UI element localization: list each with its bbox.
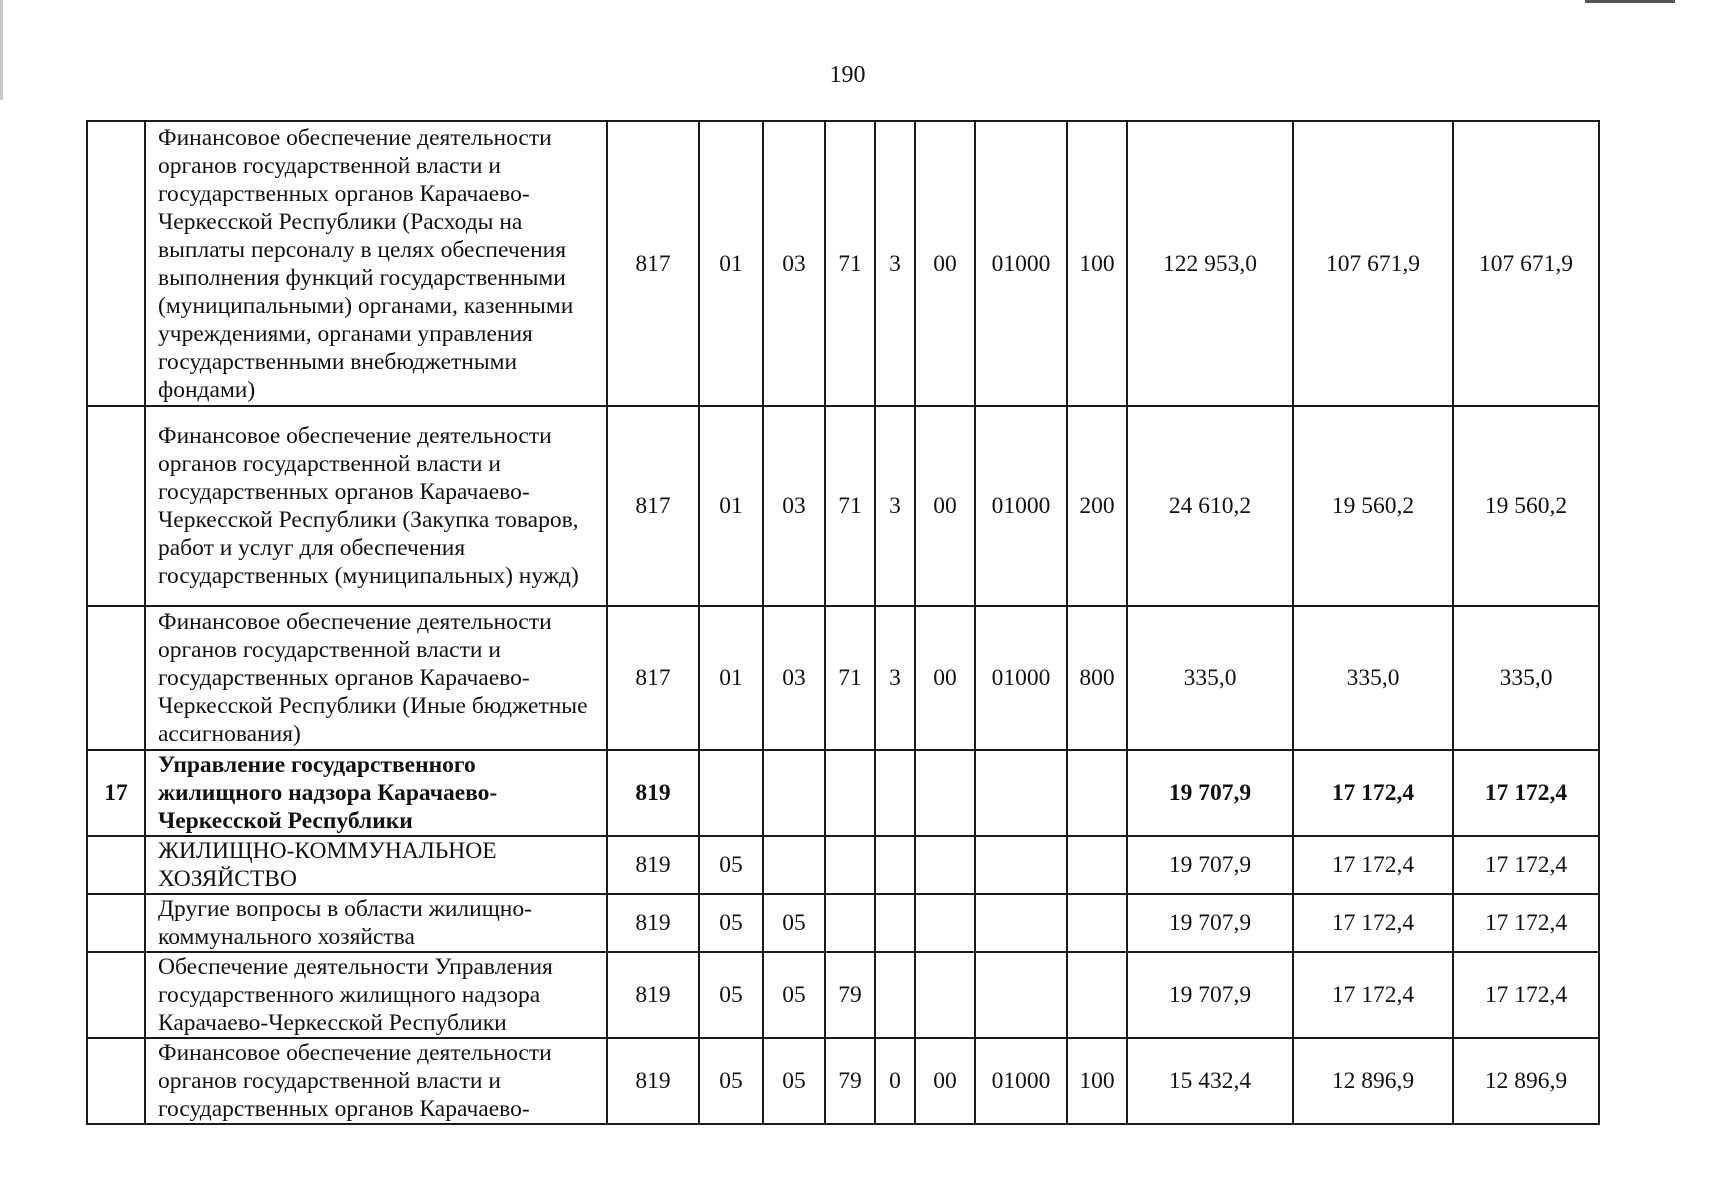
table-row [87,836,1599,894]
expense-type-code: 800 [1067,606,1127,750]
table-row [87,606,1599,750]
subprogram-code [875,750,915,836]
direction-code [975,750,1067,836]
subsection-code [763,750,825,836]
table-row [87,406,1599,606]
row-number [87,1038,145,1124]
amount-year-1: 15 432,4 [1127,1038,1293,1124]
program-code [825,894,875,952]
section-code: 05 [699,952,763,1038]
direction-code: 01000 [975,121,1067,406]
amount-year-1: 122 953,0 [1127,121,1293,406]
subprogram-code [875,894,915,952]
expense-type-code [1067,894,1127,952]
program-code [825,750,875,836]
row-number: 17 [87,750,145,836]
expense-type-code: 100 [1067,1038,1127,1124]
amount-year-3: 107 671,9 [1453,121,1599,406]
subprogram-code: 3 [875,406,915,606]
expense-name: Финансовое обеспечение деятельности органов государственной власти и государственных органов Карачаево-Черкесской Республики (Расходы на выплаты персоналу в целях обеспечения выполнения функций государственными (муниципальными) органами, казенными учреждениями, органами управления государственными внебюджетными фондами) [145,121,607,406]
direction-code [975,836,1067,894]
amount-year-1: 335,0 [1127,606,1293,750]
section-code: 05 [699,836,763,894]
expense-name: Финансовое обеспечение деятельности органов государственной власти и государственных органов Карачаево-Черкесской Республики (Закупка товаров, работ и услуг для обеспечения государственных (муниципальных) нужд) [145,406,607,606]
expense-name: Финансовое обеспечение деятельности органов государственной власти и государственных органов Карачаево-Черкесской Республики (Иные бюджетные ассигнования) [145,606,607,750]
direction-code: 01000 [975,406,1067,606]
subprogram-code [875,952,915,1038]
amount-year-3: 17 172,4 [1453,750,1599,836]
amount-year-2: 335,0 [1293,606,1453,750]
subprogram-code [875,836,915,894]
program-code [825,836,875,894]
table-row [87,121,1599,406]
program-code: 79 [825,1038,875,1124]
subsection-code: 05 [763,952,825,1038]
ministry-code: 819 [607,952,699,1038]
program-code: 71 [825,406,875,606]
amount-year-3: 12 896,9 [1453,1038,1599,1124]
amount-year-3: 17 172,4 [1453,952,1599,1038]
table-row [87,750,1599,836]
subsection-code: 03 [763,606,825,750]
ministry-code: 817 [607,606,699,750]
main-event-code: 00 [915,121,975,406]
amount-year-3: 17 172,4 [1453,894,1599,952]
amount-year-2: 17 172,4 [1293,952,1453,1038]
main-event-code: 00 [915,1038,975,1124]
amount-year-2: 107 671,9 [1293,121,1453,406]
amount-year-3: 335,0 [1453,606,1599,750]
amount-year-1: 19 707,9 [1127,836,1293,894]
main-event-code: 00 [915,406,975,606]
main-event-code [915,894,975,952]
amount-year-1: 19 707,9 [1127,952,1293,1038]
expense-type-code [1067,836,1127,894]
section-code: 01 [699,121,763,406]
expense-name: Финансовое обеспечение деятельности органов государственной власти и государственных органов Карачаево- [145,1038,607,1124]
amount-year-2: 17 172,4 [1293,894,1453,952]
direction-code: 01000 [975,606,1067,750]
scan-top-rule [1585,0,1675,3]
section-code [699,750,763,836]
amount-year-2: 19 560,2 [1293,406,1453,606]
expense-name: Обеспечение деятельности Управления государственного жилищного надзора Карачаево-Черкесской Республики [145,952,607,1038]
section-code: 01 [699,606,763,750]
row-number [87,952,145,1038]
row-number [87,121,145,406]
main-event-code [915,750,975,836]
table-row [87,952,1599,1038]
subsection-code: 03 [763,121,825,406]
row-number [87,836,145,894]
expense-type-code: 200 [1067,406,1127,606]
ministry-code: 817 [607,406,699,606]
row-number [87,606,145,750]
section-code: 05 [699,894,763,952]
table-row [87,1038,1599,1124]
main-event-code [915,952,975,1038]
ministry-code: 819 [607,836,699,894]
amount-year-2: 17 172,4 [1293,750,1453,836]
amount-year-3: 19 560,2 [1453,406,1599,606]
expense-type-code: 100 [1067,121,1127,406]
row-number [87,406,145,606]
direction-code: 01000 [975,1038,1067,1124]
expense-name: ЖИЛИЩНО-КОММУНАЛЬНОЕ ХОЗЯЙСТВО [145,836,607,894]
expense-type-code [1067,750,1127,836]
subprogram-code: 3 [875,606,915,750]
direction-code [975,894,1067,952]
program-code: 71 [825,121,875,406]
amount-year-1: 19 707,9 [1127,750,1293,836]
main-event-code [915,836,975,894]
section-code: 01 [699,406,763,606]
section-code: 05 [699,1038,763,1124]
program-code: 79 [825,952,875,1038]
program-code: 71 [825,606,875,750]
subsection-code: 05 [763,1038,825,1124]
subprogram-code: 0 [875,1038,915,1124]
subsection-code: 05 [763,894,825,952]
page-number: 190 [829,62,866,88]
ministry-code: 819 [607,750,699,836]
main-event-code: 00 [915,606,975,750]
amount-year-2: 12 896,9 [1293,1038,1453,1124]
budget-table [86,120,1600,1125]
amount-year-1: 24 610,2 [1127,406,1293,606]
subsection-code: 03 [763,406,825,606]
expense-type-code [1067,952,1127,1038]
expense-name: Управление государственного жилищного надзора Карачаево-Черкесской Республики [145,750,607,836]
subsection-code [763,836,825,894]
ministry-code: 817 [607,121,699,406]
table-row [87,894,1599,952]
ministry-code: 819 [607,894,699,952]
row-number [87,894,145,952]
ministry-code: 819 [607,1038,699,1124]
amount-year-3: 17 172,4 [1453,836,1599,894]
subprogram-code: 3 [875,121,915,406]
amount-year-1: 19 707,9 [1127,894,1293,952]
direction-code [975,952,1067,1038]
amount-year-2: 17 172,4 [1293,836,1453,894]
expense-name: Другие вопросы в области жилищно-коммунального хозяйства [145,894,607,952]
